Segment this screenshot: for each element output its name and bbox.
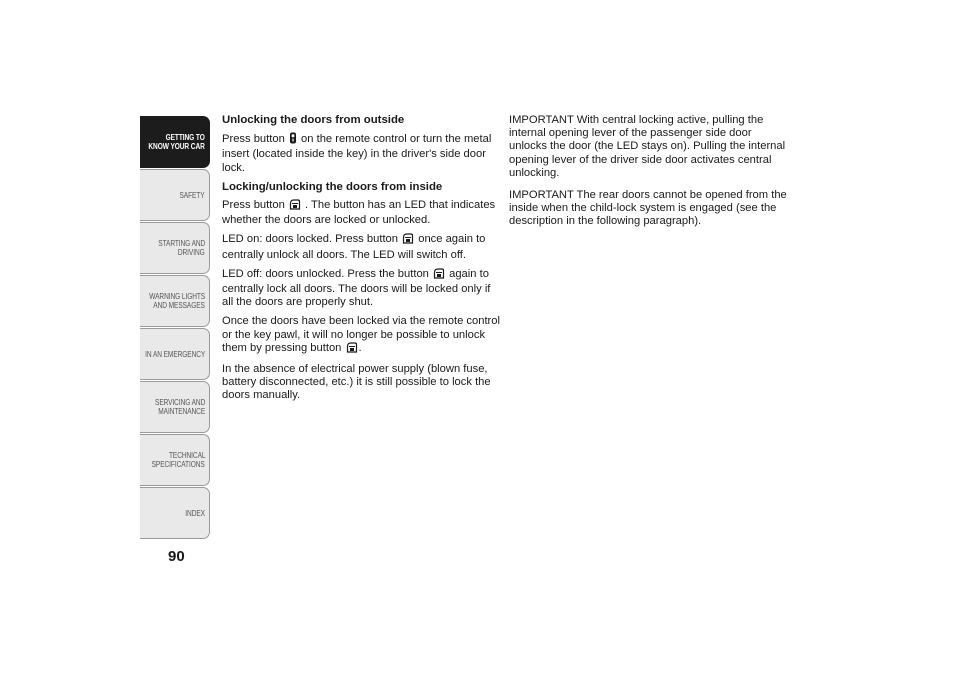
tab-technical-specifications[interactable] bbox=[140, 434, 210, 486]
section-heading: Locking/unlocking the doors from inside bbox=[222, 180, 443, 193]
unlock-key-icon bbox=[289, 132, 297, 148]
tab-label-line: STARTING AND bbox=[158, 239, 205, 248]
tab-getting-to-know-your-car[interactable] bbox=[140, 116, 210, 168]
paragraph bbox=[222, 315, 502, 357]
left-column bbox=[222, 114, 502, 409]
section-heading: Unlocking the doors from outside bbox=[222, 114, 405, 126]
paragraph-text: . bbox=[358, 341, 362, 354]
tab-label-line: MAINTENANCE bbox=[158, 407, 205, 416]
tab-in-an-emergency[interactable] bbox=[140, 328, 210, 380]
door-lock-icon bbox=[346, 342, 358, 357]
tab-label-line: SERVICING AND bbox=[154, 398, 205, 407]
tab-warning-lights-and-messages[interactable] bbox=[140, 275, 210, 327]
tab-label-line: IN AN EMERGENCY bbox=[144, 349, 205, 359]
tab-label-line: TECHNICAL bbox=[168, 451, 205, 460]
paragraph bbox=[222, 199, 502, 227]
section-tabs bbox=[140, 116, 212, 540]
tab-safety[interactable] bbox=[140, 169, 210, 221]
tab-label-line: SPECIFICATIONS bbox=[151, 460, 205, 469]
paragraph-text: LED on: doors locked. Press button bbox=[222, 233, 398, 246]
paragraph-text: LED off: doors unlocked. Press the button bbox=[222, 267, 429, 280]
paragraph-text: . The button has an LED that indicates whether the doors are locked or unlocked. bbox=[222, 199, 496, 227]
tab-index[interactable] bbox=[140, 487, 210, 539]
tab-label-line: INDEX bbox=[185, 508, 205, 518]
door-lock-icon bbox=[289, 199, 301, 214]
tab-label-line: WARNING LIGHTS bbox=[149, 292, 205, 301]
paragraph-text: Press button bbox=[222, 133, 285, 146]
important-note: IMPORTANT With central locking active, pulling the internal opening lever of the passenger side door unlocks the door (the LED stays on). Pulling the internal opening lever of the driver side door activates central unlocking. bbox=[509, 114, 786, 179]
tab-label-line: GETTING TO bbox=[165, 133, 205, 142]
door-lock-icon bbox=[433, 268, 445, 283]
paragraph-text: Press button bbox=[222, 199, 285, 212]
tab-label-line: AND MESSAGES bbox=[153, 301, 205, 310]
tab-label-line: SAFETY bbox=[179, 190, 205, 200]
paragraph-text: once again to centrally unlock all doors. The LED will switch off. bbox=[222, 233, 486, 261]
paragraph-text: on the remote control or turn the metal insert (located inside the key) in the driver's side door lock. bbox=[222, 133, 492, 174]
page-number: 90 bbox=[168, 548, 185, 565]
door-lock-icon bbox=[402, 233, 414, 248]
paragraph bbox=[222, 132, 502, 175]
paragraph-text: Once the doors have been locked via the remote control or the key pawl, it will no longer be possible to unlock them by pressing button bbox=[222, 315, 500, 354]
tab-label-line: DRIVING bbox=[178, 248, 205, 257]
tab-servicing-and-maintenance[interactable] bbox=[140, 381, 210, 433]
paragraph bbox=[222, 233, 502, 261]
tab-starting-and-driving[interactable] bbox=[140, 222, 210, 274]
important-note: IMPORTANT The rear doors cannot be opened from the inside when the child-lock system is engaged (see the description in the following paragraph). bbox=[509, 189, 787, 228]
paragraph-text: again to centrally lock all doors. The doors will be locked only if all the doors are properly shut. bbox=[222, 267, 491, 309]
right-column bbox=[509, 114, 789, 235]
paragraph bbox=[222, 268, 502, 310]
tab-label-line: KNOW YOUR CAR bbox=[148, 142, 205, 151]
paragraph: In the absence of electrical power supply (blown fuse, battery disconnected, etc.) it is still possible to lock the doors manually. bbox=[222, 363, 491, 402]
